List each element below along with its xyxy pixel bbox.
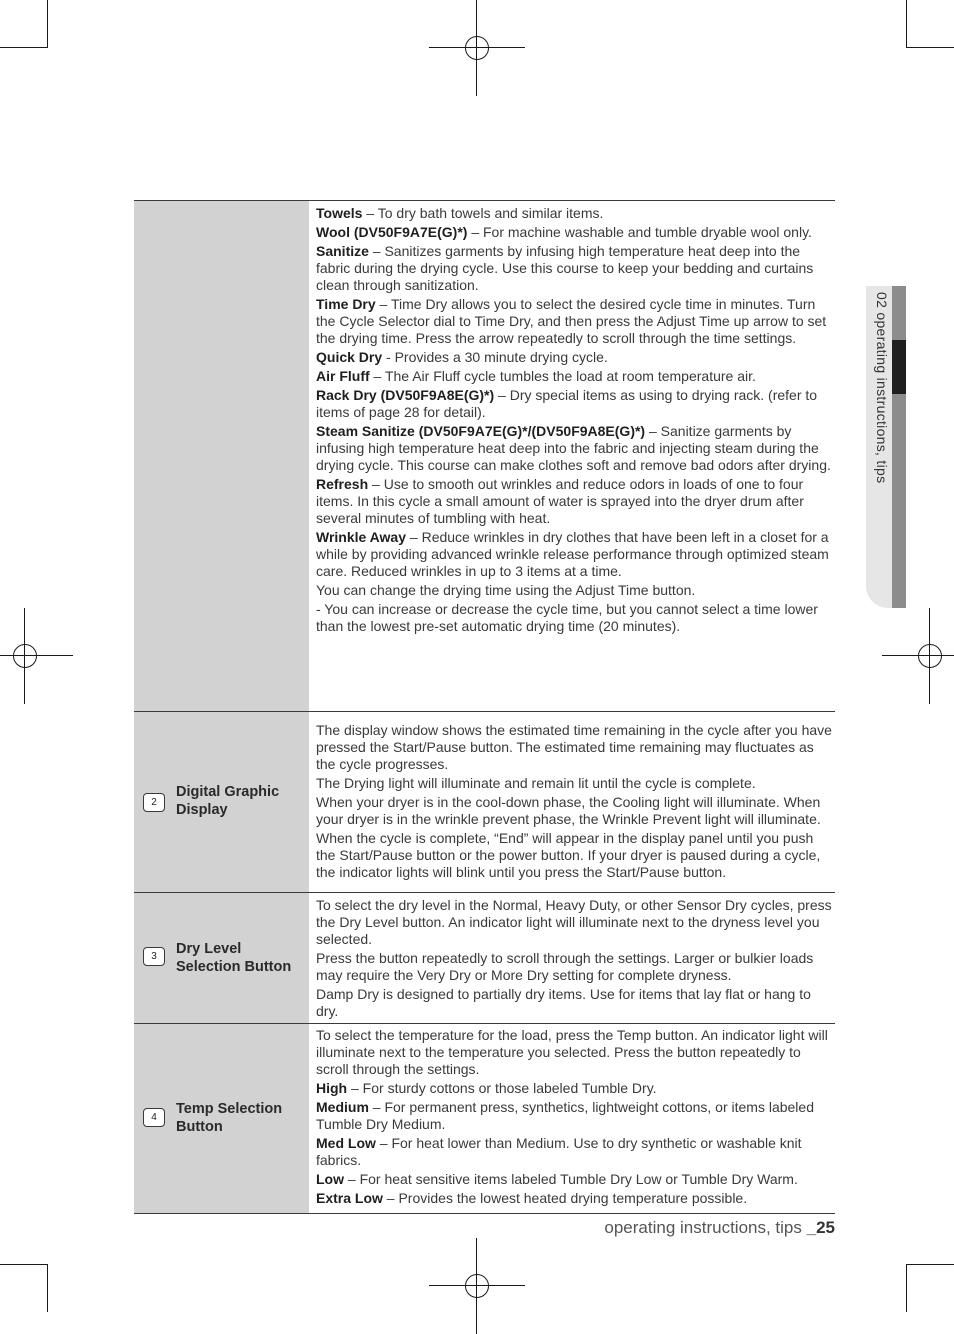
description-text: – For sturdy cottons or those labeled Tumble Dry. [347,1080,657,1096]
description-text: – Provides the lowest heated drying temperature possible. [382,1190,748,1206]
description-text: – For permanent press, synthetics, lightweight cottons, or items labeled Tumble Dry Medium. [316,1099,814,1132]
description-text: - You can increase or decrease the cycle time, but you cannot select a time lower than the lowest pre-set automatic drying time (20 minutes). [316,601,818,634]
description-text: – Reduce wrinkles in dry clothes that have been left in a closet for a while by providing advanced wrinkle release performance through optimized steam care. Reduced wrinkles in up to 3 items at a time. [316,529,829,579]
description-text: When your dryer is in the cool-down phase, the Cooling light will illuminate. When your dryer is in the wrinkle prevent phase, the Wrinkle Prevent light will illuminate. [316,794,821,827]
description-text: You can change the drying time using the Adjust Time button. [316,582,696,598]
chapter-tab-label: 02 operating instructions, tips [874,292,890,484]
crop-mark [47,0,48,48]
row-label-cell [134,1024,309,1213]
item-number-badge: 4 [143,1108,165,1127]
description-paragraph [316,1080,834,1097]
crop-mark [906,0,907,48]
description-text: Damp Dry is designed to partially dry items. Use for items that lay flat or hang to dry. [316,986,811,1019]
description-text: – For heat lower than Medium. Use to dry synthetic or washable knit fabrics. [316,1135,802,1168]
description-text: Press the button repeatedly to scroll through the settings. Larger or bulkier loads may require the Very Dry or More Dry setting for complete dryness. [316,950,814,983]
term: Low [316,1171,344,1187]
term: Medium [316,1099,369,1115]
row-content [316,1027,834,1209]
features-table [134,200,835,1206]
description-paragraph [316,601,834,635]
term: Sanitize [316,243,369,259]
description-text: The display window shows the estimated time remaining in the cycle after you have pressed the Start/Pause button. The estimated time remaining may fluctuates as the cycle progresses. [316,722,832,772]
crop-mark [0,1264,48,1265]
description-text: – Sanitizes garments by infusing high temperature heat deep into the fabric during the drying cycle. Use this course to keep your bedding and curtains clean through sanitization. [316,243,814,293]
term: Med Low [316,1135,376,1151]
registration-mark-top [429,0,525,96]
description-text: – Use to smooth out wrinkles and reduce odors in loads of one to four items. In this cycle a small amount of water is sprayed into the dryer drum after several minutes of tumbling with heat. [316,476,804,526]
row-label-cell [134,893,309,1023]
term: Time Dry [316,296,376,312]
description-paragraph [316,387,834,421]
table-row-temp [134,1024,835,1214]
row-content [316,897,834,1022]
term: Steam Sanitize (DV50F9A7E(G)*/(DV50F9A8E(G)*) [316,423,646,439]
description-text: – Dry special items as using to drying rack. (refer to items of page 28 for detail). [316,387,818,420]
crop-mark [0,47,48,48]
description-text: – Sanitize garments by infusing high temperature heat deep into the fabric and injecting steam during the drying cycle. This course can make clothes soft and remove bad odors after drying. [316,423,831,473]
description-paragraph [316,224,834,241]
description-text: - Provides a 30 minute drying cycle. [382,349,608,365]
row-label: Dry Level Selection Button [176,941,292,975]
description-paragraph [316,722,834,773]
row-content [316,205,834,637]
page-footer [604,1218,835,1238]
crop-mark [906,47,954,48]
row-label-cell [134,712,309,892]
footer-section: operating instructions, tips [604,1218,802,1237]
description-paragraph [316,368,834,385]
description-text: – For machine washable and tumble dryable wool only. [467,224,812,240]
page-number: _25 [806,1218,835,1237]
table-row-cycles [134,201,835,712]
table-row-dry-level [134,893,835,1024]
description-paragraph [316,1135,834,1169]
description-paragraph [316,349,834,366]
description-paragraph [316,986,834,1020]
description-paragraph [316,243,834,294]
item-number-badge: 2 [143,793,165,812]
row-label: Temp Selection Button [176,1101,283,1135]
term: Quick Dry [316,349,383,365]
item-number-badge: 3 [143,947,165,966]
description-paragraph [316,775,834,792]
description-paragraph [316,897,834,948]
chapter-tab-marker [892,340,906,394]
description-paragraph [316,582,834,599]
registration-mark-left [0,608,73,704]
description-paragraph [316,476,834,527]
description-paragraph [316,830,834,881]
chapter-tab-bar [892,286,906,608]
description-paragraph [316,1171,834,1188]
description-paragraph [316,794,834,828]
term: Rack Dry (DV50F9A8E(G)*) [316,387,495,403]
description-text: – To dry bath towels and similar items. [362,205,604,221]
crop-mark [906,1264,954,1265]
row-label-cell [134,201,309,711]
crop-mark [906,1264,907,1312]
description-text: – Time Dry allows you to select the desired cycle time in minutes. Turn the Cycle Selector dial to Time Dry, and then press the Adjust Time up arrow to set the drying time. Press the arrow repeatedly to scroll through the time settings. [316,296,827,346]
table-row-digital-display [134,712,835,893]
term: Towels [316,205,363,221]
term: Refresh [316,476,369,492]
term: Air Fluff [316,368,370,384]
description-text: To select the dry level in the Normal, Heavy Duty, or other Sensor Dry cycles, press the Dry Level button. An indicator light will illuminate next to the dryness level you selected. [316,897,832,947]
row-label: Digital Graphic Display [176,784,280,818]
term: Wool (DV50F9A7E(G)*) [316,224,468,240]
description-paragraph [316,529,834,580]
description-text: – For heat sensitive items labeled Tumble Dry Low or Tumble Dry Warm. [344,1171,798,1187]
description-paragraph [316,950,834,984]
description-paragraph [316,296,834,347]
description-text: When the cycle is complete, “End” will appear in the display panel until you push the Start/Pause button or the power button. If your dryer is paused during a cycle, the indicator lights will blink until you press the Start/Pause button. [316,830,821,880]
registration-mark-bottom [429,1238,525,1334]
description-paragraph [316,1027,834,1078]
description-paragraph [316,1099,834,1133]
description-paragraph [316,205,834,222]
row-content [316,722,834,883]
term: Extra Low [316,1190,383,1206]
description-paragraph [316,1190,834,1207]
description-text: – The Air Fluff cycle tumbles the load at room temperature air. [369,368,756,384]
description-text: The Drying light will illuminate and remain lit until the cycle is complete. [316,775,756,791]
description-paragraph [316,423,834,474]
term: Wrinkle Away [316,529,407,545]
crop-mark [47,1264,48,1312]
registration-mark-right [882,608,954,704]
term: High [316,1080,348,1096]
description-text: To select the temperature for the load, press the Temp button. An indicator light will illuminate next to the temperature you selected. Press the button repeatedly to scroll through the settings. [316,1027,828,1077]
